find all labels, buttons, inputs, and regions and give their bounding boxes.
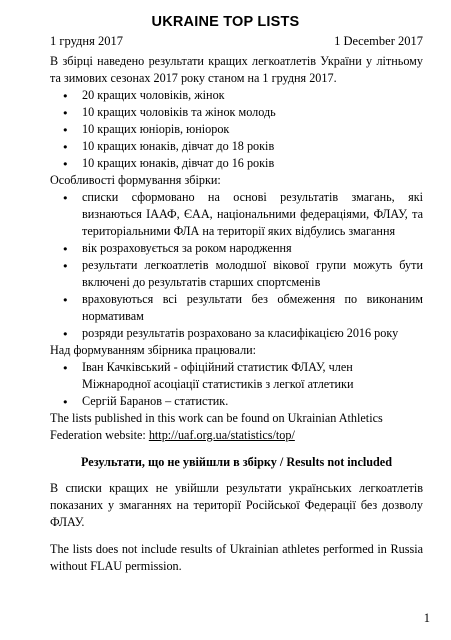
list-item: ● розряди результатів розраховано за класифікацією 2016 року xyxy=(50,325,423,342)
intro-paragraph: В збірці наведено результати кращих легкоатлетів України у літньому та зимових сезонах 2017 року станом на 1 грудня 2017. xyxy=(50,54,423,85)
list-item: ● списки сформовано на основі результатів змагань, які визнаються ІААФ, ЄАА, національними федераціями, ФЛАУ, та територіальними ФЛА на території яких відбулись змагання xyxy=(50,189,423,240)
list-item: ● 10 кращих чоловіків та жінок молодь xyxy=(50,104,423,121)
list-item: ● враховуються всі результати без обмеження по виконаним нормативам xyxy=(50,291,423,325)
list-item: ● 20 кращих чоловіків, жінок xyxy=(50,87,423,104)
lists-bullet-list xyxy=(50,87,423,172)
staff-bullet-list xyxy=(50,359,423,410)
list-item: ● Сергій Баранов – статистик. xyxy=(50,393,423,410)
note-english: The lists does not include results of Ukrainian athletes performed in Russia without FLAU permission. xyxy=(50,542,423,573)
date-english: 1 December 2017 xyxy=(334,34,423,48)
staff-heading: Над формуванням збірника працювали: xyxy=(50,343,257,357)
website-link[interactable]: http://uaf.org.ua/statistics/top/ xyxy=(148,428,295,442)
list-item: ● Іван Качківський - офіційний статистик ФЛАУ, член Міжнародної асоціації статистиків з легкої атлетики xyxy=(50,359,423,393)
list-item: ● 10 кращих юнаків, дівчат до 16 років xyxy=(50,155,423,172)
features-heading: Особливості формування збірки: xyxy=(50,173,221,187)
website-paragraph xyxy=(50,410,423,444)
page-number: 1 xyxy=(423,611,430,625)
features-bullet-list xyxy=(50,189,423,342)
list-item: ● 10 кращих юнаків, дівчат до 18 років xyxy=(50,138,423,155)
page-title: UKRAINE TOP LISTS xyxy=(151,14,300,30)
list-item: ● 10 кращих юніорів, юніорок xyxy=(50,121,423,138)
list-item: ● результати легкоатлетів молодшої вікової групи можуть бути включені до результатів старших спортсменів xyxy=(50,257,423,291)
website-text: The lists published in this work can be found on Ukrainian Athletics Federation website: xyxy=(50,411,383,442)
note-ukrainian: В списки кращих не увійшли результати українських легкоатлетів показаних у змаганнях на території Російської Федерації без дозволу ФЛАУ. xyxy=(50,481,423,529)
list-item: ● вік розраховується за роком народження xyxy=(50,240,423,257)
section-title: Результати, що не увійшли в збірку / Results not included xyxy=(81,455,392,469)
document-body xyxy=(50,53,423,575)
date-ukrainian: 1 грудня 2017 xyxy=(50,34,123,48)
